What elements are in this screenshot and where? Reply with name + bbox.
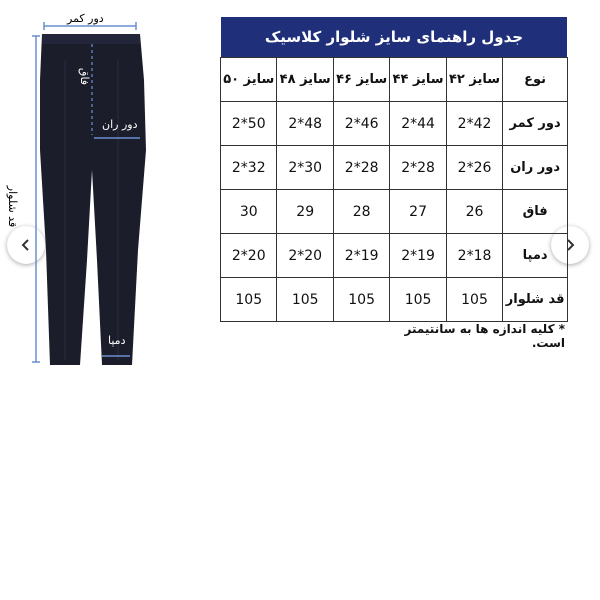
row-label: دور کمر [503,102,568,146]
table-title: جدول راهنمای سایز شلوار کلاسیک [221,17,567,57]
table-cell: 26 [446,190,502,234]
col-header: نوع [503,58,568,102]
table-cell: 48*2 [277,102,333,146]
table-row [221,190,568,234]
table-cell: 105 [390,278,446,322]
table-cell: 32*2 [221,146,277,190]
pants-image [0,0,210,380]
col-header: سایز ۴۶ [333,58,389,102]
table-cell: 46*2 [333,102,389,146]
size-table [220,57,568,322]
row-label: دور ران [503,146,568,190]
table-cell: 19*2 [390,234,446,278]
table-cell: 30 [221,190,277,234]
table-cell: 28 [333,190,389,234]
col-header: سایز ۴۸ [277,58,333,102]
table-cell: 105 [277,278,333,322]
table-cell: 18*2 [446,234,502,278]
table-cell: 44*2 [390,102,446,146]
table-cell: 20*2 [221,234,277,278]
row-label: قد شلوار [503,278,568,322]
table-cell: 105 [333,278,389,322]
row-label: دمپا [503,234,568,278]
col-header: سایز ۴۴ [390,58,446,102]
table-cell: 50*2 [221,102,277,146]
table-cell: 105 [446,278,502,322]
table-cell: 105 [221,278,277,322]
table-cell: 30*2 [277,146,333,190]
waist-label: دور کمر [67,12,104,25]
table-cell: 42*2 [446,102,502,146]
col-header: سایز ۴۲ [446,58,502,102]
rise-label: فاق [78,67,92,86]
table-header-row [221,58,568,102]
col-header: سایز ۵۰ [221,58,277,102]
hem-label: دمپا [108,334,126,347]
row-label: فاق [503,190,568,234]
table-cell: 20*2 [277,234,333,278]
table-cell: 19*2 [333,234,389,278]
footnote: * کلیه اندازه ها به سانتیمتر است. [404,322,565,350]
table-cell: 27 [390,190,446,234]
pants-illustration [0,0,210,380]
length-label: قد شلوار [6,185,20,228]
thigh-label: دور ران [102,118,138,131]
table-cell: 29 [277,190,333,234]
table-row [221,146,568,190]
table-cell: 26*2 [446,146,502,190]
table-cell: 28*2 [390,146,446,190]
table-row [221,102,568,146]
table-row [221,278,568,322]
table-cell: 28*2 [333,146,389,190]
table-row [221,234,568,278]
